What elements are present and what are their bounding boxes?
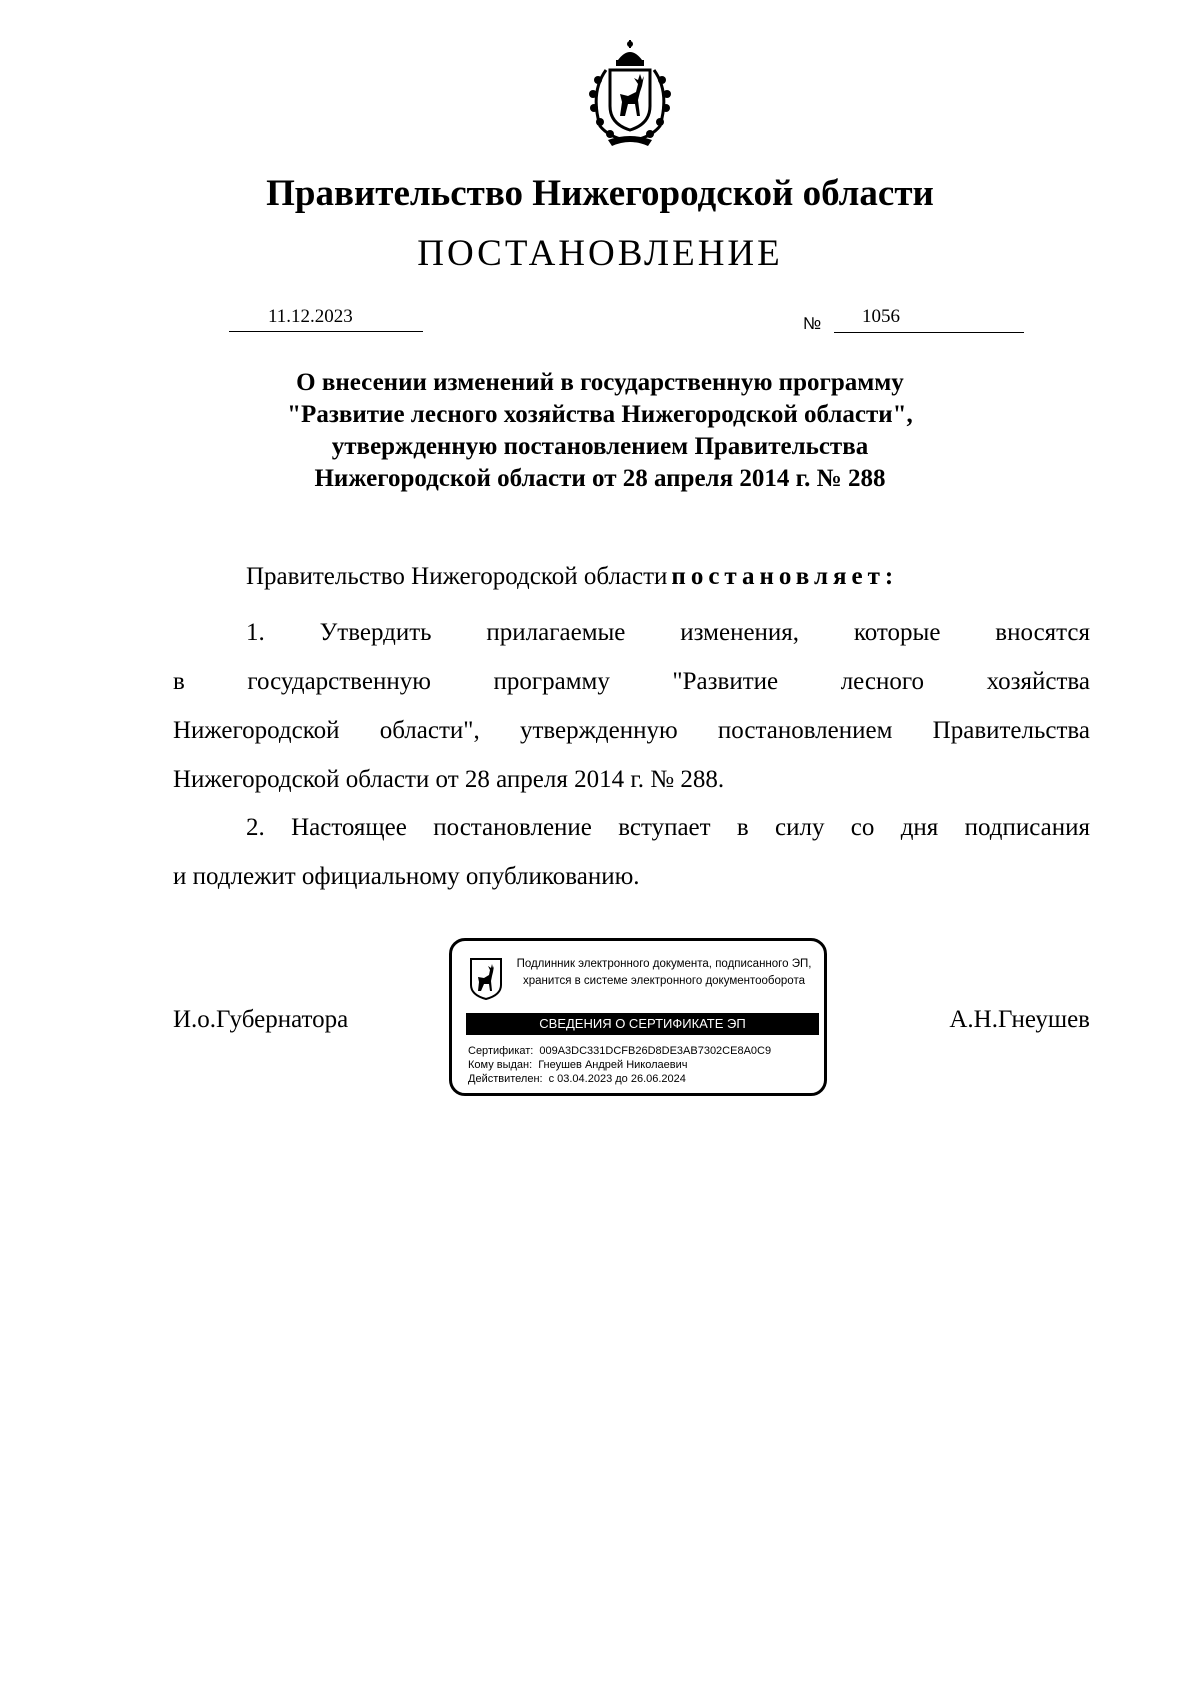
region-emblem-icon xyxy=(469,957,503,1001)
signer-position: И.о.Губернатора xyxy=(173,1006,349,1033)
paragraph-line: Нижегородской области от 28 апреля 2014 г. № 288. xyxy=(173,766,725,793)
paragraph-2 xyxy=(173,803,1090,901)
certificate-value: 009A3DC331DCFB26D8DE3AB7302CE8A0C9 xyxy=(539,1045,772,1057)
document-number: 1056 xyxy=(862,306,900,327)
certificate-label: Сертификат: xyxy=(468,1045,534,1057)
government-title: Правительство Нижегородской области xyxy=(266,173,934,214)
number-sign: № xyxy=(803,314,822,333)
document-subject xyxy=(200,367,1000,495)
preamble-text: Правительство Нижегородской области xyxy=(246,563,668,590)
validity-row xyxy=(468,1072,771,1086)
e-signature-stamp xyxy=(449,938,827,1096)
paragraph-line: 1. Утвердить прилагаемые изменения, которые вносятся xyxy=(246,619,1090,646)
validity-value: с 03.04.2023 до 26.06.2024 xyxy=(548,1073,686,1085)
stamp-notice-line: хранится в системе электронного документооборота xyxy=(523,975,805,987)
certificate-header: СВЕДЕНИЯ О СЕРТИФИКАТЕ ЭП xyxy=(466,1013,819,1035)
paragraph-line: 2. Настоящее постановление вступает в силу со дня подписания xyxy=(246,814,1090,841)
issued-to-label: Кому выдан: xyxy=(468,1059,533,1071)
validity-label: Действителен: xyxy=(468,1073,543,1085)
document-type: ПОСТАНОВЛЕНИЕ xyxy=(417,233,783,274)
coat-of-arms-icon xyxy=(578,40,682,148)
subject-line: О внесении изменений в государственную программу xyxy=(296,369,904,396)
preamble-action: постановляет: xyxy=(671,563,899,590)
stamp-notice-line: Подлинник электронного документа, подписанного ЭП, xyxy=(516,958,812,970)
subject-line: "Развитие лесного хозяйства Нижегородской области", xyxy=(287,401,913,428)
signer-name: А.Н.Гнеушев xyxy=(949,1006,1090,1033)
paragraph-line: в государственную программу "Развитие лесного хозяйства xyxy=(173,668,1090,695)
document-date: 11.12.2023 xyxy=(268,306,353,327)
subject-line: утвержденную постановлением Правительства xyxy=(331,433,869,460)
certificate-row xyxy=(468,1044,771,1058)
issued-to-value: Гнеушев Андрей Николаевич xyxy=(538,1059,688,1071)
preamble xyxy=(246,557,898,597)
stamp-notice xyxy=(502,956,826,990)
issued-to-row xyxy=(468,1058,771,1072)
paragraph-1 xyxy=(173,608,1090,804)
paragraph-line: Нижегородской области", утвержденную постановлением Правительства xyxy=(173,717,1090,744)
paragraph-line: и подлежит официальному опубликованию. xyxy=(173,863,640,890)
subject-line: Нижегородской области от 28 апреля 2014 г. № 288 xyxy=(314,465,886,492)
certificate-details xyxy=(468,1044,771,1086)
